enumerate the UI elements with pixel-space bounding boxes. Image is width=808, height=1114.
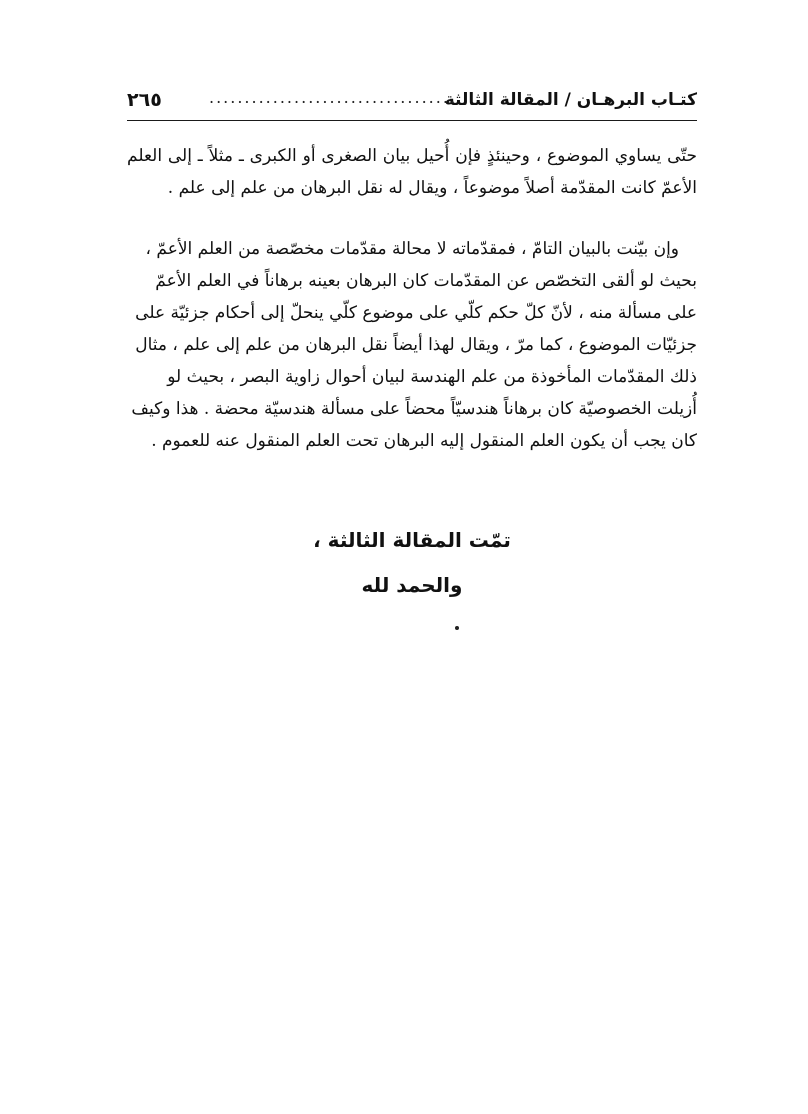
completion-statement: تمّت المقالة الثالثة ، [313, 528, 511, 552]
paragraph-2-line: أُزيلت الخصوصيّة كان برهاناً هندسيّاً محضاً على مسألة هندسيّة محضة . هذا وكيف [131, 399, 697, 419]
praise-statement: والحمد لله [361, 573, 463, 597]
paragraph-1: حتّى يساوي الموضوع ، وحينئذٍ فإن أُحيل بيان الصغرى أو الكبرى ـ مثلاً ـ إلى العلم الأعمّ كانت المقدّمة أصلاً موضوعاً ، ويقال له نقل البرهان من علم إلى علم . [127, 146, 697, 198]
paragraph-2-line: جزئيّات الموضوع ، كما مرّ ، ويقال لهذا أيضاً نقل البرهان من علم إلى علم ، مثال [135, 335, 697, 355]
page-number: ٢٦٥ [127, 89, 162, 111]
paragraph-2-line: ذلك المقدّمات المأخوذة من علم الهندسة لبيان أحوال زاوية البصر ، بحيث لو [167, 367, 697, 387]
paragraph-2-line: وإن بيّنت بالبيان التامّ ، فمقدّماته لا محالة مقدّمات مخصّصة من العلم الأعمّ ، [145, 239, 679, 259]
paragraph-2-line: على مسألة منه ، لأنّ كلّ حكم كلّي على موضوع كلّي ينحلّ إلى أحكام جزئيّة على [135, 303, 697, 323]
ornament-dot [455, 626, 459, 630]
paragraph-2-line: كان يجب أن يكون العلم المنقول إليه البرهان تحت العلم المنقول عنه للعموم . [151, 431, 697, 451]
paragraph-2 [127, 233, 697, 457]
header-leader-dots: ................................... [208, 88, 457, 107]
header-title: كتـاب البرهـان / المقالة الثالثة [444, 90, 697, 110]
running-header [127, 86, 697, 121]
paragraph-2-line: بحيث لو ألقى التخصّص عن المقدّمات كان البرهان بعينه برهاناً في العلم الأعمّ [155, 271, 697, 291]
